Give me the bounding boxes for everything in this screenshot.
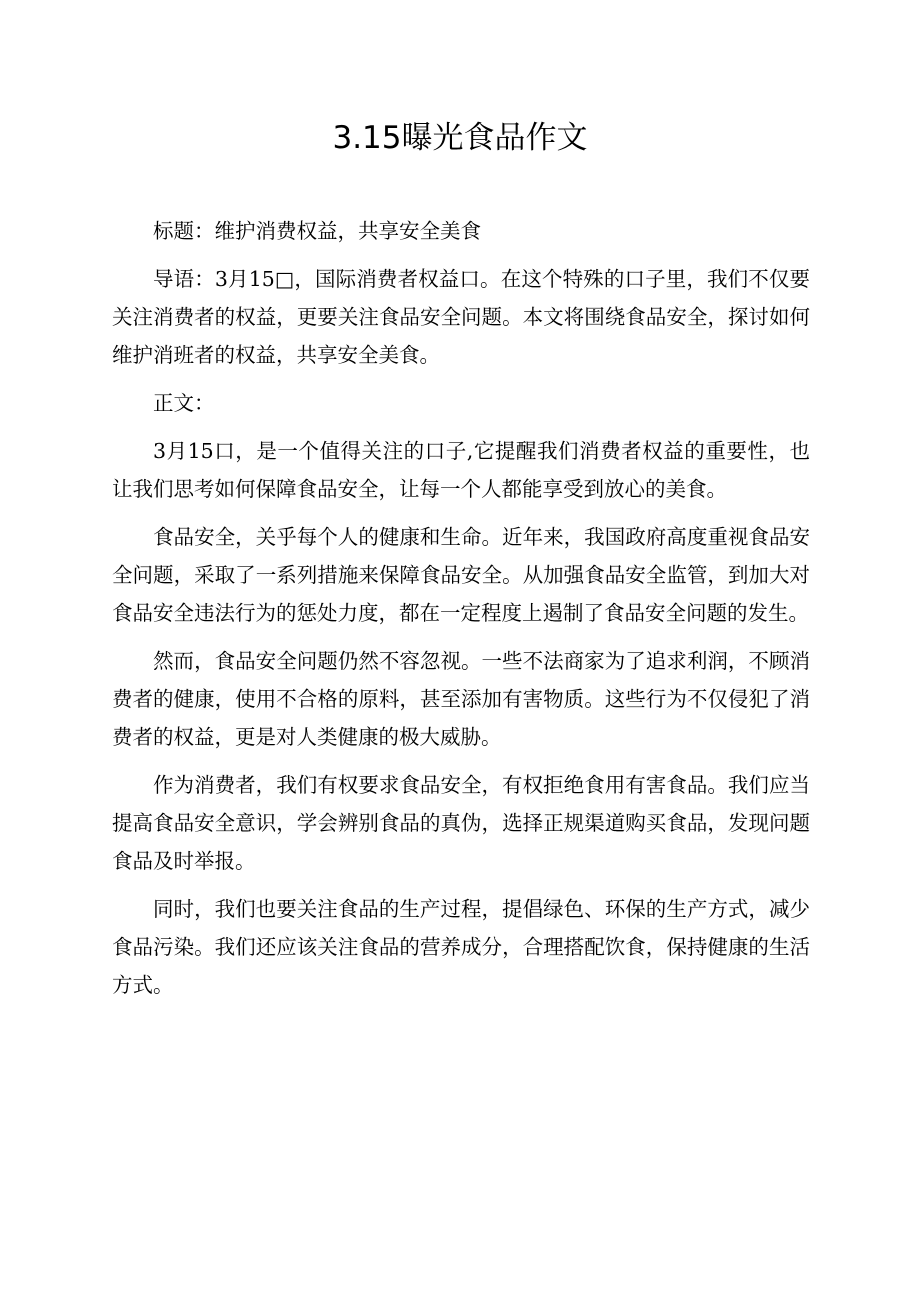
document-title: 3.15曝光食品作文: [332, 120, 588, 156]
paragraph: 3月15口，是一个值得关注的口子,它提醒我们消费者权益的重要性，也让我们思考如何保障食品安全，让每一个人都能享受到放心的美食。: [112, 439, 810, 501]
paragraph-intro: 导语：3月15□，国际消费者权益口。在这个特殊的口子里，我们不仅要关注消费者的权益，更要关注食品安全问题。本文将围绕食品安全，探讨如何维护消班者的权益，共享安全美食。: [112, 267, 810, 367]
document-body: [112, 212, 810, 1014]
paragraph: 食品安全，关乎每个人的健康和生命。近年来，我国政府高度重视食品安全问题，采取了一系列措施来保障食品安全。从加强食品安全监管，到加大对食品安全违法行为的惩处力度，都在一定程度上遏制了食品安全问题的发生。: [112, 525, 810, 625]
paragraph: 同时，我们也要关注食品的生产过程，提倡绿色、环保的生产方式，减少食品污染。我们还应该关注食品的营养成分，合理搭配饮食，保持健康的生活方式。: [112, 897, 810, 997]
paragraph: 作为消费者，我们有权要求食品安全，有权拒绝食用有害食品。我们应当提高食品安全意识，学会辨别食品的真伪，选择正规渠道购买食品，发现问题食品及时举报。: [112, 773, 810, 873]
paragraph: 然而，食品安全问题仍然不容忽视。一些不法商家为了追求利润，不顾消费者的健康，使用不合格的原料，甚至添加有害物质。这些行为不仅侵犯了消费者的权益，更是对人类健康的极大威胁。: [112, 649, 810, 749]
paragraph-heading: 标题：维护消费权益，共享安全美食: [153, 219, 481, 243]
paragraph-body-label: 正文：: [153, 391, 215, 415]
